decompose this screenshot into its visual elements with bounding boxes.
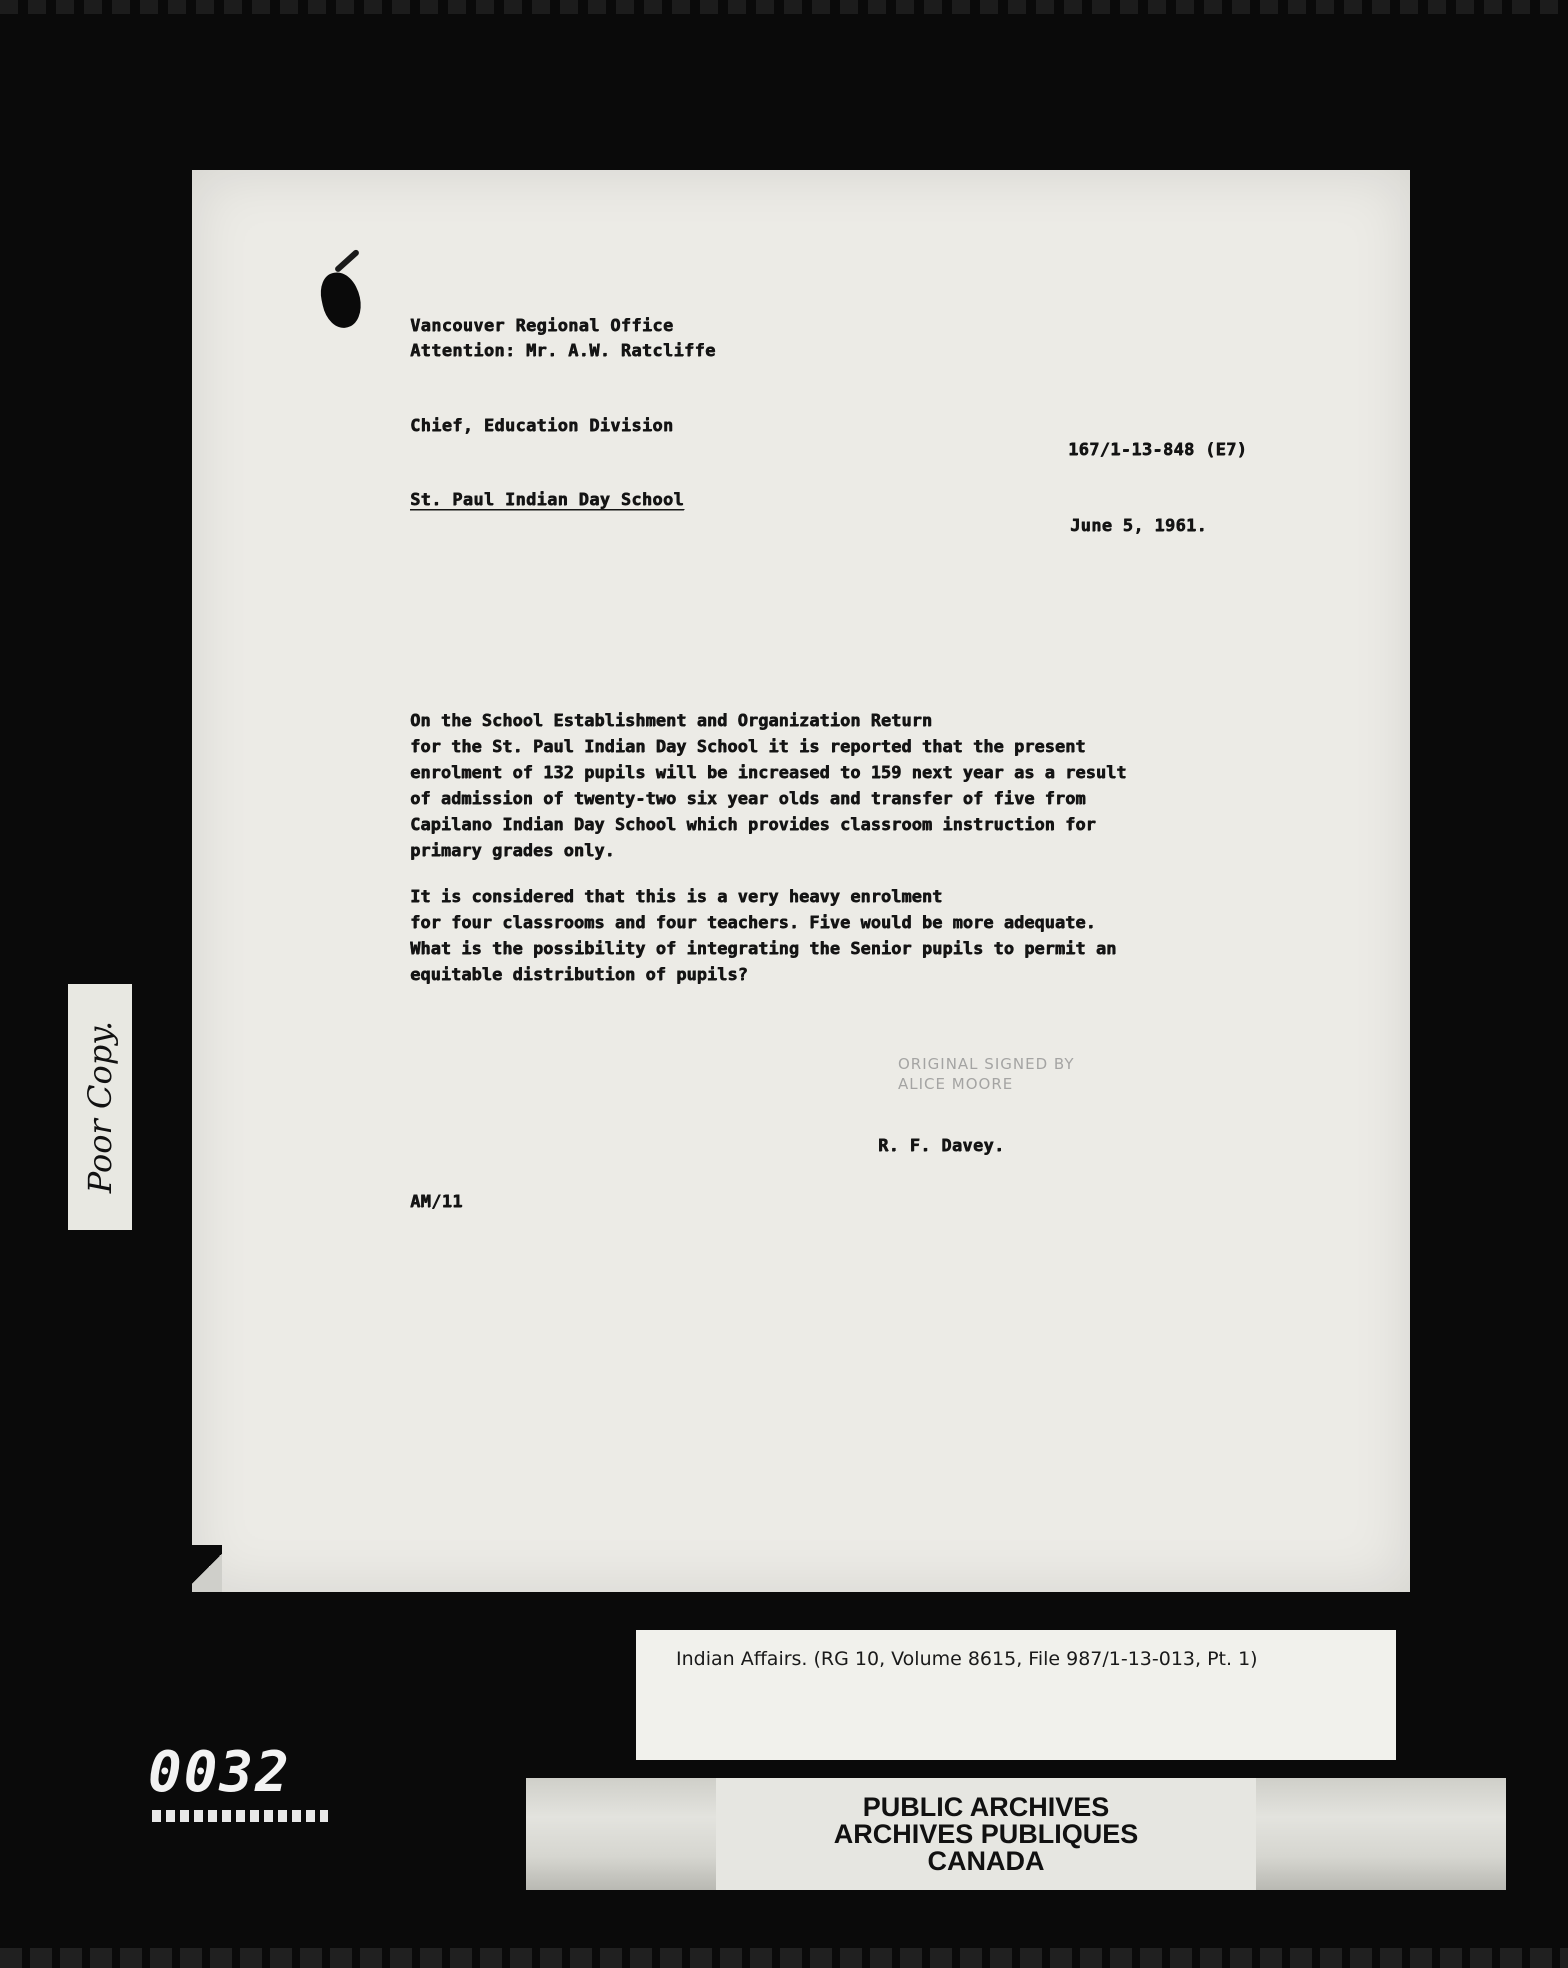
page-corner (192, 1545, 222, 1592)
archive-banner-text (716, 1794, 1256, 1875)
archive-reference-text: Indian Affairs. (RG 10, Volume 8615, File 987/1-13-013, Pt. 1) (676, 1648, 1258, 1670)
sender-line: Chief, Education Division (410, 416, 674, 436)
frame-number: 0032 (148, 1740, 291, 1805)
letter-date: June 5, 1961. (1070, 516, 1207, 536)
body-paragraph-1: On the School Establishment and Organization Return for the St. Paul Indian Day School it is reported that the present enrolment of 132 pupils will be increased to 159 next year as a result of admission of twenty-two six year olds and transfer of five from Capilano Indian Day School which provides classroom instruction for primary grades only. (410, 711, 1127, 861)
body-paragraph-2: It is considered that this is a very heavy enrolment for four classrooms and four teachers. Five would be more adequate. What is the possibility of integrating the Senior pupils to permit an equitable distribution of pupils? (410, 887, 1117, 985)
signature-stamp: ORIGINAL SIGNED BY ALICE MOORE (898, 1055, 1075, 1093)
poor-copy-label (68, 984, 132, 1230)
signatory-name: R. F. Davey. (878, 1136, 1005, 1156)
typist-initials: AM/11 (410, 1192, 463, 1212)
frame-counter (148, 1742, 326, 1804)
subject-line: St. Paul Indian Day School (410, 490, 684, 510)
archive-reference-card (636, 1630, 1396, 1760)
archive-line-1: PUBLIC ARCHIVES (862, 1792, 1110, 1822)
archive-banner (526, 1778, 1506, 1890)
poor-copy-text: Poor Copy. (81, 1020, 119, 1194)
archive-line-2: ARCHIVES PUBLIQUES (833, 1819, 1139, 1849)
archive-line-3: CANADA (927, 1846, 1045, 1876)
letter-sheet (192, 170, 1410, 1592)
addressee-line-2: Attention: Mr. A.W. Ratcliffe (410, 341, 716, 361)
file-number: 167/1-13-848 (E7) (1068, 440, 1248, 460)
frame-counter-ticks (152, 1810, 328, 1822)
addressee-line-1: Vancouver Regional Office (410, 316, 674, 336)
film-edge-bottom (0, 1948, 1568, 1968)
film-edge-top (0, 0, 1568, 14)
